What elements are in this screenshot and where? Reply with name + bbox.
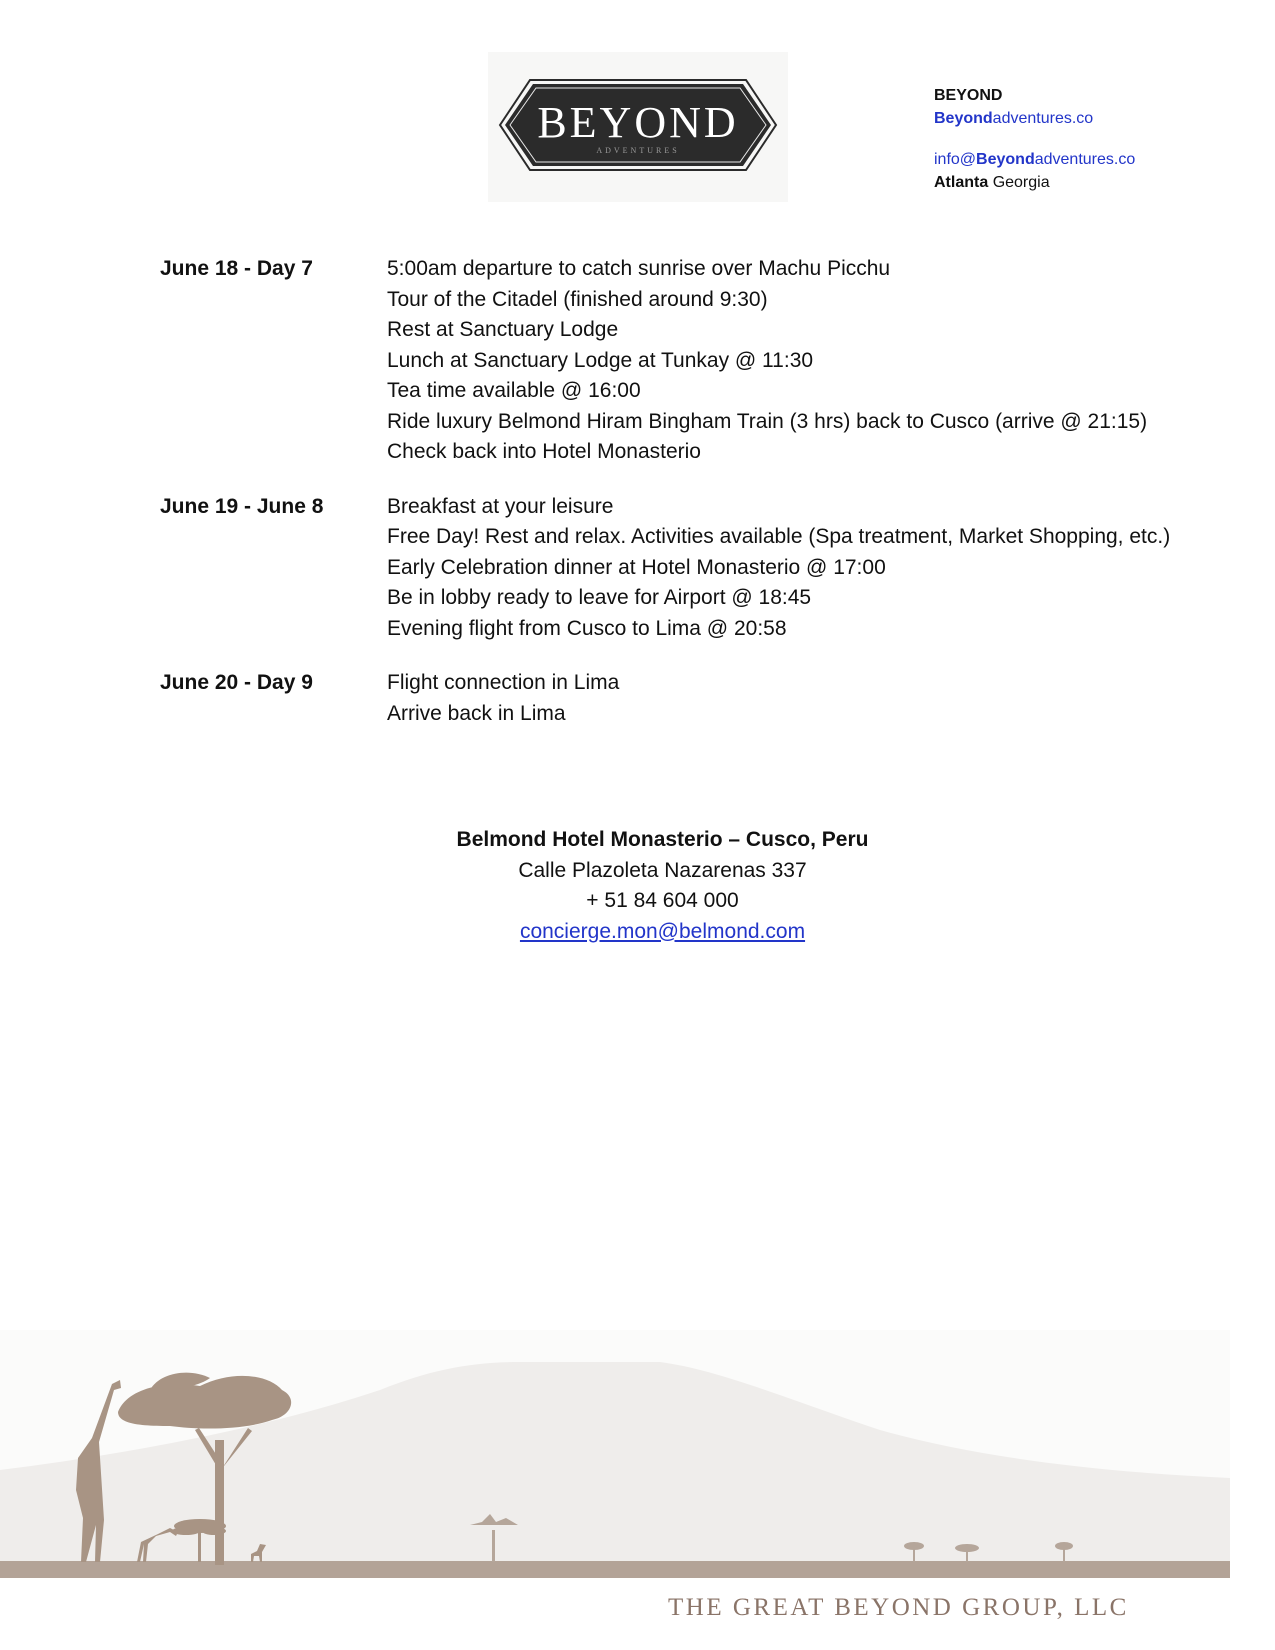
hotel-info xyxy=(0,825,1275,947)
activity-item: Ride luxury Belmond Hiram Bingham Train (3 hrs) back to Cusco (arrive @ 21:15) xyxy=(387,409,1148,433)
day-section xyxy=(160,668,1260,729)
beyond-logo xyxy=(488,52,788,202)
day-label: June 20 - Day 9 xyxy=(160,671,313,694)
activity-item: Flight connection in Lima xyxy=(387,671,620,694)
activity-item: Arrive back in Lima xyxy=(387,701,566,725)
activity-item: Early Celebration dinner at Hotel Monasterio @ 17:00 xyxy=(387,555,886,579)
activity-item: Tea time available @ 16:00 xyxy=(387,379,641,402)
activity-item: Evening flight from Cusco to Lima @ 20:58 xyxy=(387,616,787,640)
location: Atlanta Georgia xyxy=(934,174,1050,191)
activity-item: Lunch at Sanctuary Lodge at Tunkay @ 11:30 xyxy=(387,348,814,372)
hotel-email-link[interactable]: concierge.mon@belmond.com xyxy=(519,919,806,943)
activity-item: 5:00am departure to catch sunrise over Machu Picchu xyxy=(387,257,891,280)
contact-block xyxy=(934,84,1135,194)
logo-subtitle: ADVENTURES xyxy=(596,146,680,155)
activity-item: Be in lobby ready to leave for Airport @ 18:45 xyxy=(387,586,812,609)
day-section xyxy=(160,492,1260,645)
day-section xyxy=(160,254,1260,468)
activity-item: Breakfast at your leisure xyxy=(387,494,614,518)
activity-item: Check back into Hotel Monasterio xyxy=(387,440,701,463)
hotel-phone: + 51 84 604 000 xyxy=(586,889,739,912)
activity-item: Free Day! Rest and relax. Activities available (Spa treatment, Market Shopping, etc.) xyxy=(387,525,1171,548)
day-label: June 18 - Day 7 xyxy=(160,257,313,280)
hotel-name: Belmond Hotel Monasterio – Cusco, Peru xyxy=(456,828,869,851)
company-name: BEYOND xyxy=(934,87,1003,104)
itinerary xyxy=(160,254,1260,729)
logo-wordmark: BEYOND xyxy=(537,98,739,147)
email-link[interactable]: info@Beyondadventures.co xyxy=(934,151,1136,168)
activity-item: Tour of the Citadel (finished around 9:30) xyxy=(387,287,768,311)
hotel-address: Calle Plazoleta Nazarenas 337 xyxy=(518,858,807,882)
savanna-illustration xyxy=(0,1330,1230,1580)
company-footer: THE GREAT BEYOND GROUP, LLC xyxy=(668,1594,1129,1621)
activity-item: Rest at Sanctuary Lodge xyxy=(387,318,619,341)
day-label: June 19 - June 8 xyxy=(160,494,324,518)
website-link[interactable]: Beyondadventures.co xyxy=(934,110,1094,127)
